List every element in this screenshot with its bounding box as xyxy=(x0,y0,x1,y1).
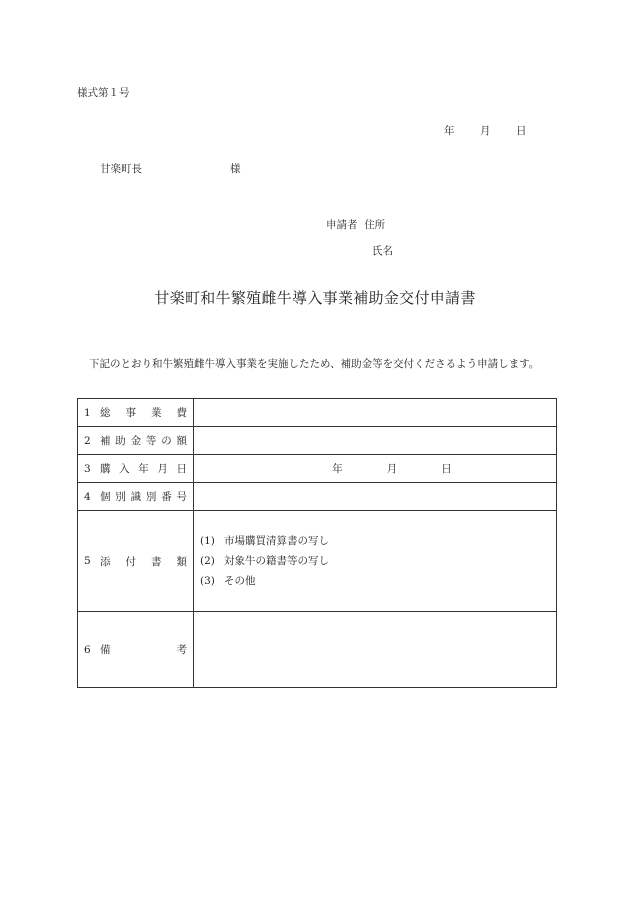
label-char: 金 xyxy=(130,435,142,447)
label-char: 月 xyxy=(157,463,168,475)
label-char: の xyxy=(161,435,172,447)
label-char: 別 xyxy=(145,491,157,503)
application-table xyxy=(77,398,557,688)
label-char: 別 xyxy=(115,491,126,503)
addressee-name: 甘楽町長 xyxy=(100,163,142,175)
label-char: 業 xyxy=(151,407,162,419)
label-char: 備 xyxy=(100,644,111,656)
label-remarks: 6 備 考 xyxy=(78,612,194,688)
value-remarks[interactable] xyxy=(194,612,557,688)
label-char: 年 xyxy=(138,463,149,475)
label-char: 等 xyxy=(145,435,157,447)
label-char: 添 xyxy=(100,555,111,568)
value-total-cost[interactable] xyxy=(194,399,557,427)
label-char: 識 xyxy=(130,491,142,503)
list-item: (3) その他 xyxy=(200,575,256,587)
label-id-number: 4 個 別 識 別 番 号 xyxy=(78,483,194,511)
value-id-number[interactable] xyxy=(194,483,557,511)
attachment-list xyxy=(200,531,550,591)
value-subsidy-amount[interactable] xyxy=(194,427,557,455)
label-char: 事 xyxy=(125,407,136,419)
date-year: 年 xyxy=(444,125,455,137)
submission-date xyxy=(444,123,527,138)
label-char: 番 xyxy=(161,491,172,503)
list-item: (2) 対象牛の籍書等の写し xyxy=(200,555,329,567)
applicant-role: 申請者 xyxy=(326,219,358,231)
applicant-address-line xyxy=(326,217,385,232)
label-char: 助 xyxy=(115,435,126,447)
intro-text: 下記のとおり和牛繁殖雌牛導入事業を実施したため、補助金等を交付くださるよう申請します。 xyxy=(89,358,540,370)
label-char: 額 xyxy=(176,435,187,447)
value-attachments xyxy=(194,511,557,612)
label-char: 号 xyxy=(176,491,187,503)
row-total-cost xyxy=(78,399,557,427)
document-title: 甘楽町和牛繁殖雌牛導入事業補助金交付申請書 xyxy=(154,289,476,307)
date-month: 月 xyxy=(480,125,491,137)
label-char: 付 xyxy=(125,555,136,568)
label-char: 総 xyxy=(100,407,111,419)
form-number: 様式第１号 xyxy=(77,87,130,99)
label-char: 購 xyxy=(100,463,111,475)
label-char: 補 xyxy=(100,435,111,447)
name-label: 氏名 xyxy=(372,245,393,257)
label-attachments: 5 添 付 書 類 xyxy=(78,511,194,612)
row-id-number xyxy=(78,483,557,511)
addressee xyxy=(100,161,241,176)
date-day: 日 xyxy=(516,125,527,137)
label-char: 考 xyxy=(176,644,187,656)
label-total-cost: 1 総 事 業 費 xyxy=(78,399,194,427)
label-char: 書 xyxy=(151,555,162,568)
address-label: 住所 xyxy=(364,219,386,231)
label-char: 費 xyxy=(176,407,187,419)
row-purchase-date xyxy=(78,455,557,483)
row-attachments xyxy=(78,511,557,612)
label-char: 入 xyxy=(119,463,130,475)
label-purchase-date: 3 購 入 年 月 日 xyxy=(78,455,194,483)
purchase-day: 日 xyxy=(441,463,452,475)
purchase-year: 年 xyxy=(332,463,343,475)
row-remarks xyxy=(78,612,557,688)
label-char: 日 xyxy=(176,463,187,475)
purchase-month: 月 xyxy=(386,463,398,475)
label-subsidy-amount: 2 補 助 金 等 の 額 xyxy=(78,427,194,455)
addressee-honorific: 様 xyxy=(230,163,241,175)
label-char: 個 xyxy=(100,491,111,503)
list-item: (1) 市場購買清算書の写し xyxy=(200,535,329,547)
row-subsidy-amount xyxy=(78,427,557,455)
value-purchase-date[interactable] xyxy=(194,455,557,483)
label-char: 類 xyxy=(176,555,187,568)
